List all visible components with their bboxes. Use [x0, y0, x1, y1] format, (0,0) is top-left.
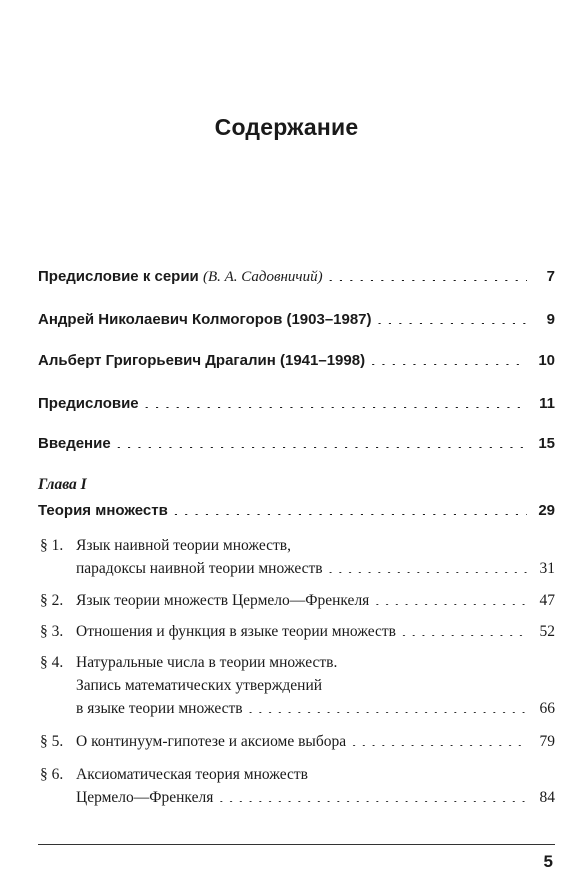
section-number: § 4. [40, 654, 64, 671]
entry-label: Предисловие [38, 395, 139, 412]
dot-leader [249, 712, 527, 713]
dot-leader [117, 447, 527, 448]
entry-label: Альберт Григорьевич Драгалин (1941–1998) [38, 352, 366, 369]
entry-label: Предисловие к серии (В. А. Садовничий) [38, 268, 323, 285]
page-number: 66 [539, 700, 555, 717]
section-number: § 2. [40, 592, 64, 609]
toc-entry-preface[interactable] [38, 393, 555, 415]
toc-entry-section-3[interactable] [76, 621, 555, 643]
page-number: 7 [546, 268, 555, 285]
dot-leader [219, 801, 527, 802]
section-title-line: Отношения и функция в языке теории множеств [76, 623, 397, 640]
page-number: 79 [539, 733, 555, 750]
dot-leader [371, 364, 527, 365]
footer-rule [38, 844, 555, 845]
toc-entry-section-1[interactable] [76, 558, 555, 580]
toc-entry-kolmogorov[interactable] [38, 309, 555, 331]
toc-entry-section-4[interactable] [76, 698, 555, 720]
section-title-line: Натуральные числа в теории множеств. [76, 654, 338, 671]
dot-leader [402, 635, 527, 636]
entry-label: Андрей Николаевич Колмогоров (1903–1987) [38, 311, 372, 328]
toc-entry-series-preface[interactable] [38, 266, 555, 288]
section-number: § 1. [40, 537, 64, 554]
toc-entry-section-5[interactable] [76, 731, 555, 753]
entry-author: (В. А. Садовничий) [202, 269, 323, 285]
chapter-label: Глава I [38, 476, 87, 493]
page-number: 47 [539, 592, 555, 609]
section-title-line: в языке теории множеств [76, 700, 243, 717]
section-title-line: О континуум-гипотезе и аксиоме выбора [76, 733, 347, 750]
dot-leader [174, 514, 527, 515]
dot-leader [329, 572, 527, 573]
section-title-line: Аксиоматическая теория множеств [76, 766, 309, 783]
toc-entry-dragalin[interactable] [38, 350, 555, 372]
dot-leader [145, 407, 527, 408]
section-title-line: Язык теории множеств Цермело—Френкеля [76, 592, 370, 609]
page-number: 10 [538, 352, 555, 369]
entry-label: Введение [38, 435, 111, 452]
page-number: 15 [538, 435, 555, 452]
dot-leader [375, 604, 527, 605]
section-title-line: парадоксы наивной теории множеств [76, 560, 323, 577]
section-title-line: Цермело—Френкеля [76, 789, 214, 806]
page-title: Содержание [214, 114, 359, 140]
page-number: 31 [539, 560, 555, 577]
toc-entry-section-2[interactable] [76, 590, 555, 612]
page-number: 52 [539, 623, 555, 640]
entry-label: Теория множеств [38, 502, 168, 519]
page-number: 29 [538, 502, 555, 519]
dot-leader [352, 745, 527, 746]
toc-entry-chapter-1[interactable] [38, 500, 555, 522]
section-title-line: Язык наивной теории множеств, [76, 537, 291, 554]
dot-leader [329, 280, 527, 281]
page-number: 84 [539, 789, 555, 806]
section-number: § 3. [40, 623, 64, 640]
section-number: § 5. [40, 733, 64, 750]
toc-entry-section-6[interactable] [76, 787, 555, 809]
section-title-line: Запись математических утверждений [76, 677, 323, 694]
dot-leader [378, 323, 527, 324]
toc-entry-intro[interactable] [38, 433, 555, 455]
section-number: § 6. [40, 766, 64, 783]
page-folio: 5 [543, 852, 553, 871]
page-number: 9 [546, 311, 555, 328]
page-number: 11 [539, 395, 555, 412]
